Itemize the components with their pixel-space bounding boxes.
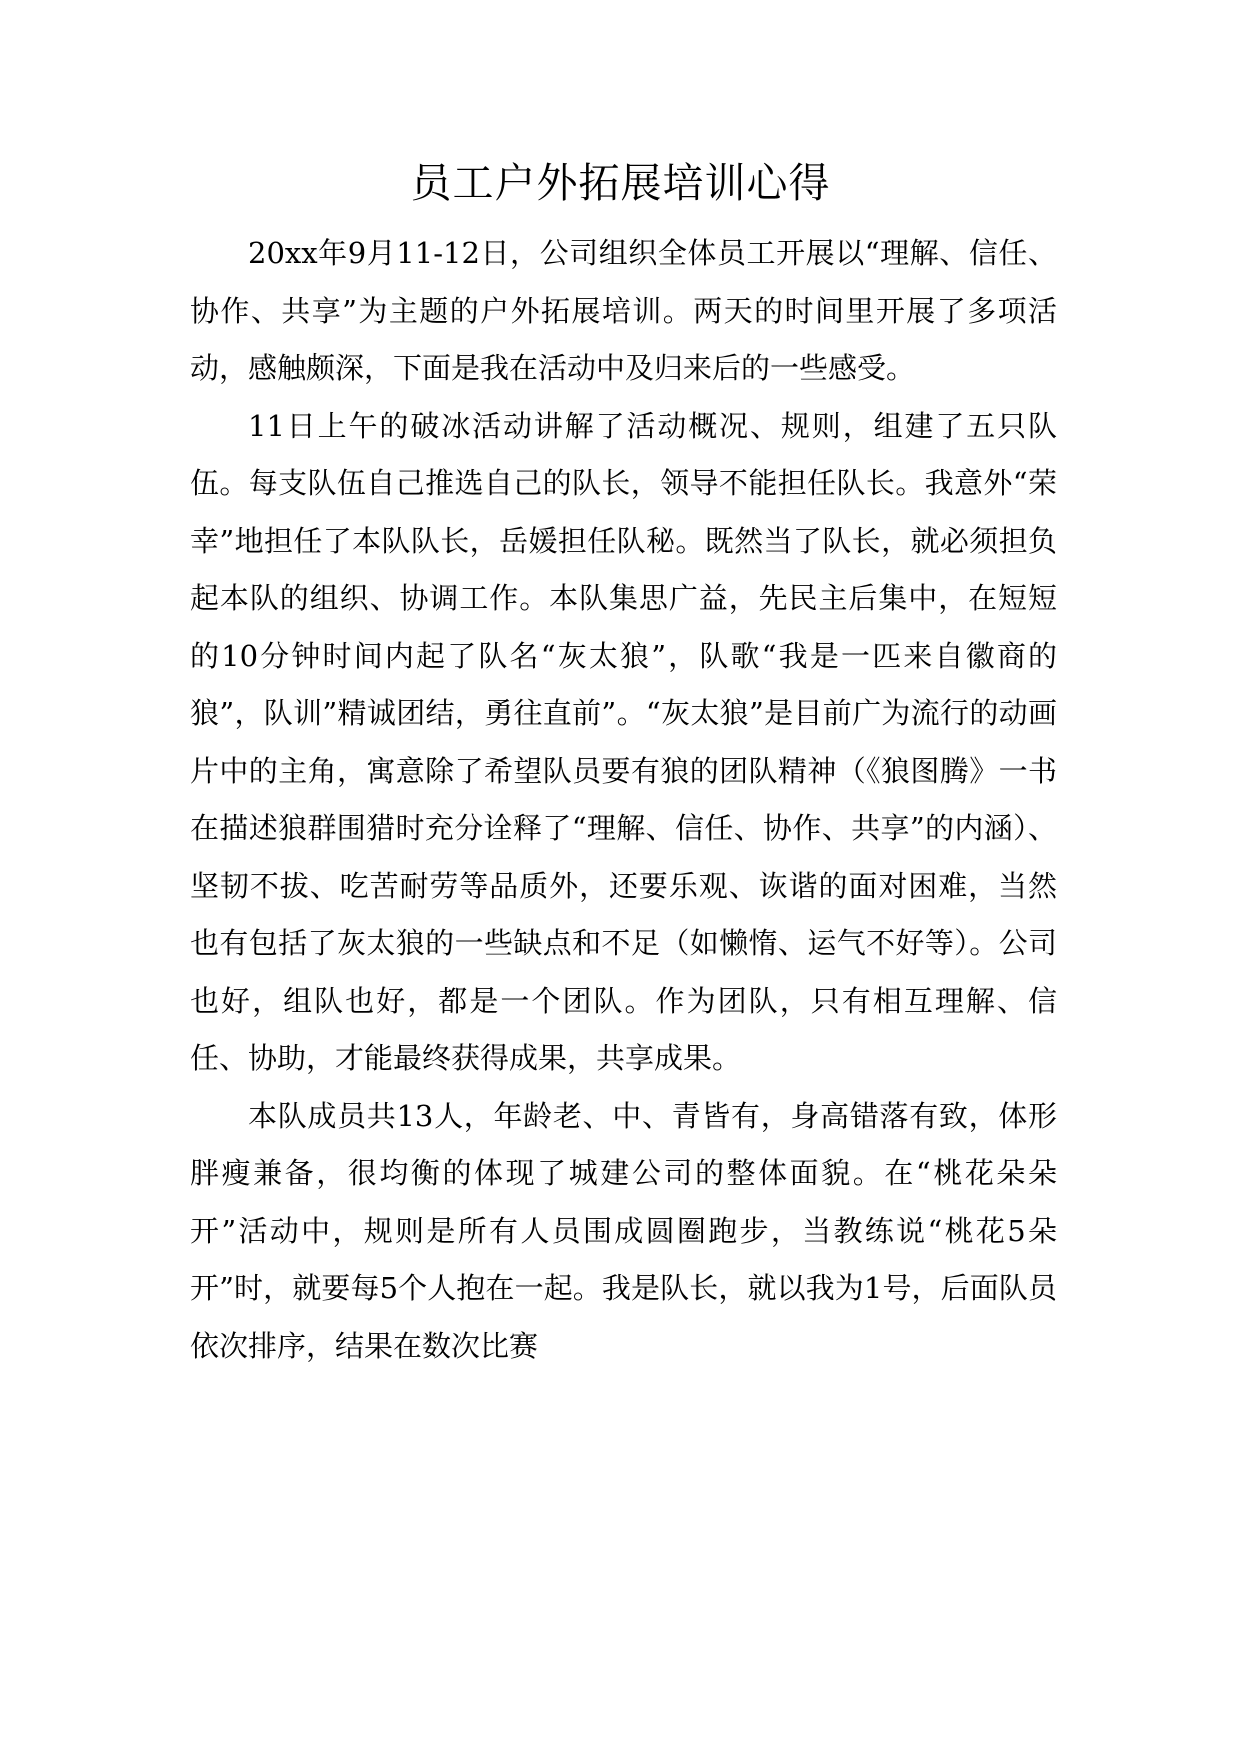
paragraph-1: 20xx年9月11-12日，公司组织全体员工开展以“理解、信任、协作、共享”为主题的户外拓展培训。两天的时间里开展了多项活动，感触颇深，下面是我在活动中及归来后的一些感受。 xyxy=(190,236,1057,385)
document-title: 员工户外拓展培训心得 xyxy=(410,159,831,207)
paragraph-2: 11日上午的破冰活动讲解了活动概况、规则，组建了五只队伍。每支队伍自己推选自己的队长，领导不能担任队长。我意外“荣幸”地担任了本队队长，岳媛担任队秘。既然当了队长，就必须担负起本队的组织、协调工作。本队集思广益，先民主后集中，在短短的10分钟时间内起了队名“灰太狼”，队歌“我是一匹来自徽商的狼”，队训”精诚团结，勇往直前”。“灰太狼”是目前广为流行的动画片中的主角，寓意除了希望队员要有狼的团队精神（《狼图腾》一书在描述狼群围猎时充分诠释了“理解、信任、协作、共享”的内涵）、坚韧不拔、吃苦耐劳等品质外，还要乐观、诙谐的面对困难，当然也有包括了灰太狼的一些缺点和不足（如懒惰、运气不好等）。公司也好，组队也好，都是一个团队。作为团队，只有相互理解、信任、协助，才能最终获得成果，共享成果。 xyxy=(190,408,1057,1075)
document-body xyxy=(190,225,1057,1375)
paragraph-3: 本队成员共13人，年龄老、中、青皆有，身高错落有致，体形胖瘦兼备，很均衡的体现了城建公司的整体面貌。在“桃花朵朵开”活动中，规则是所有人员围成圆圈跑步，当教练说“桃花5朵开”时，就要每5个人抱在一起。我是队长，就以我为1号，后面队员依次排序，结果在数次比赛 xyxy=(190,1098,1057,1363)
